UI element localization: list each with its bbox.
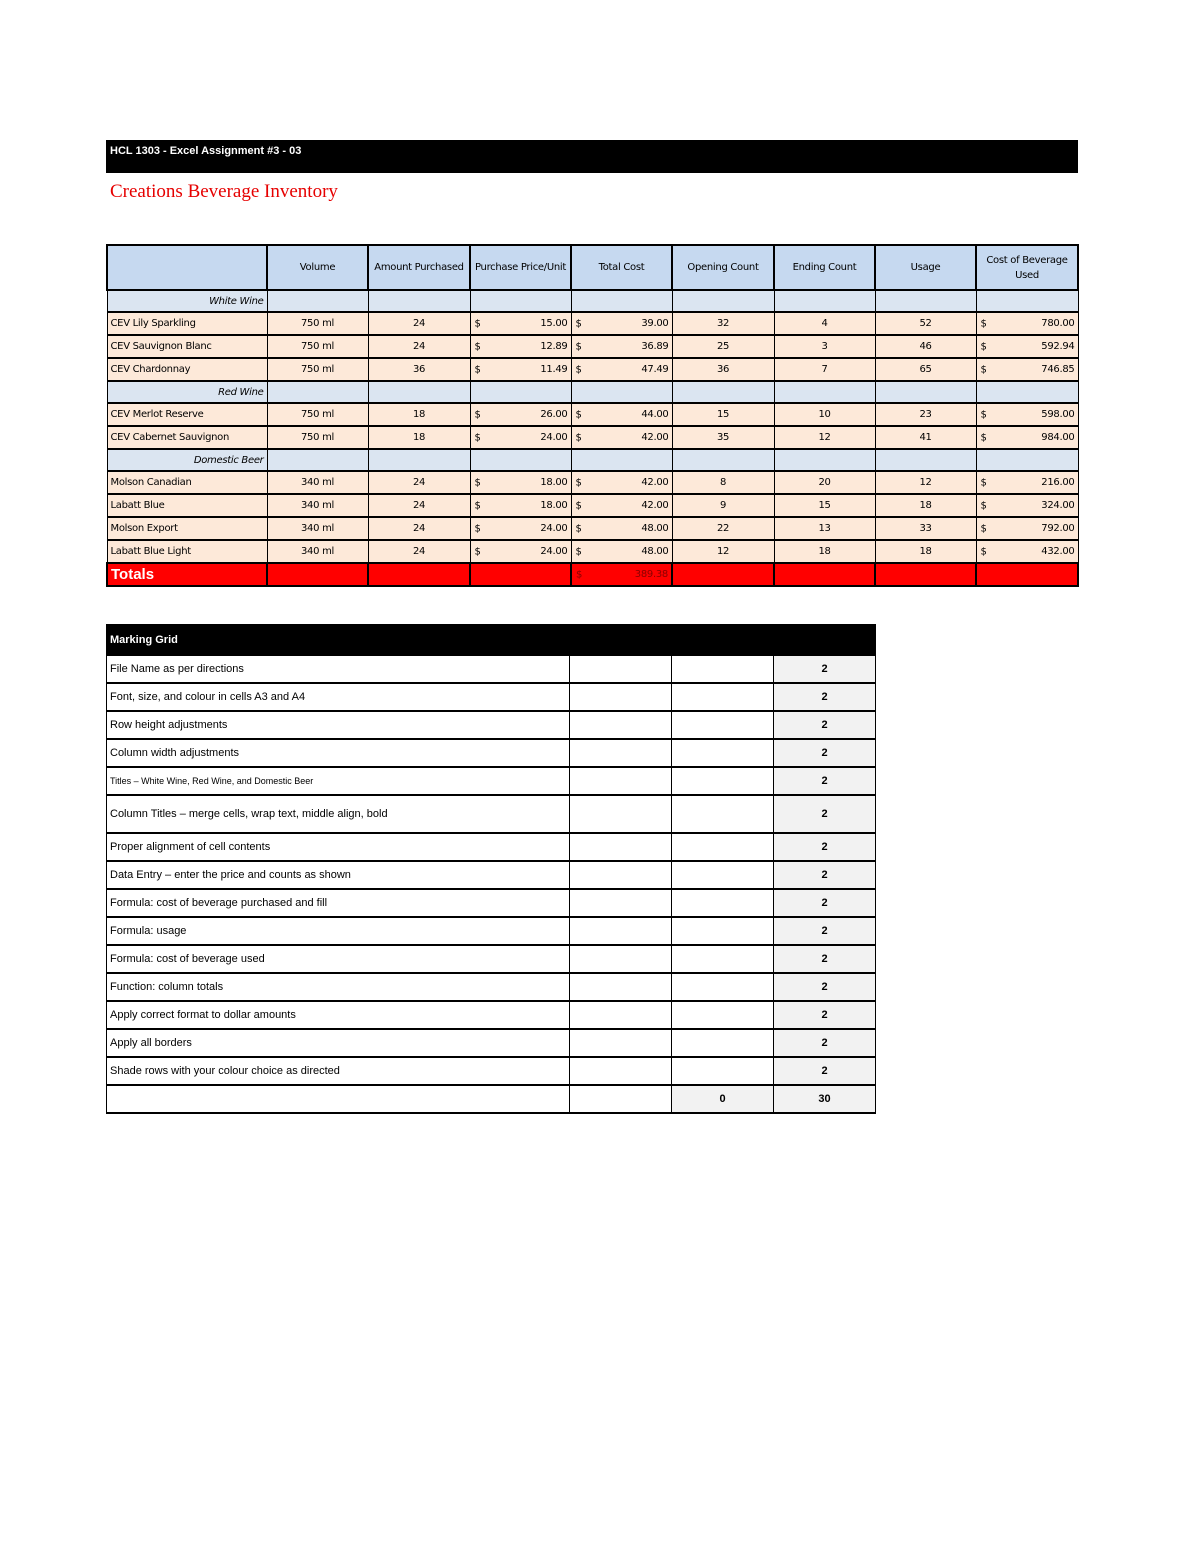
inventory-row — [107, 426, 1078, 449]
currency-symbol: $ — [980, 341, 987, 352]
item-purchase-price-value: 18.00 — [540, 500, 568, 511]
currency-symbol: $ — [474, 318, 481, 329]
marking-criterion-row — [107, 973, 876, 1001]
item-ending-count: 12 — [774, 426, 875, 449]
criterion-points: 2 — [774, 683, 876, 711]
item-cost-used-value: 984.00 — [1041, 432, 1075, 443]
item-amount-purchased: 24 — [368, 494, 470, 517]
category-title: Red Wine — [107, 381, 267, 403]
criterion-points: 2 — [774, 795, 876, 833]
marking-criterion-row — [107, 655, 876, 683]
item-name: Labatt Blue — [107, 494, 267, 517]
marking-criterion-row — [107, 917, 876, 945]
criterion-blank-cell — [570, 861, 672, 889]
item-ending-count: 4 — [774, 312, 875, 335]
criterion-blank-cell — [672, 683, 774, 711]
item-opening-count: 15 — [672, 403, 774, 426]
category-row — [107, 381, 1078, 403]
item-cost-used — [976, 426, 1078, 449]
category-empty-cell — [368, 290, 470, 312]
item-purchase-price — [470, 426, 571, 449]
criterion-points: 2 — [774, 1001, 876, 1029]
criterion-label: Row height adjustments — [107, 711, 570, 739]
document-title: Creations Beverage Inventory — [110, 181, 338, 202]
item-total-cost — [571, 540, 672, 563]
item-total-cost-value: 44.00 — [641, 409, 669, 420]
item-name: CEV Lily Sparkling — [107, 312, 267, 335]
criterion-blank-cell — [672, 833, 774, 861]
marking-criterion-row — [107, 1029, 876, 1057]
item-total-cost-value: 42.00 — [641, 500, 669, 511]
item-total-cost — [571, 517, 672, 540]
criterion-label: Proper alignment of cell contents — [107, 833, 570, 861]
criterion-blank-cell — [570, 917, 672, 945]
totals-empty-cell — [976, 563, 1078, 586]
currency-symbol: $ — [576, 569, 583, 580]
item-usage: 18 — [875, 540, 976, 563]
item-purchase-price — [470, 540, 571, 563]
item-ending-count: 18 — [774, 540, 875, 563]
category-empty-cell — [267, 381, 368, 403]
currency-symbol: $ — [575, 500, 582, 511]
marking-grid-header — [107, 625, 876, 656]
item-ending-count: 15 — [774, 494, 875, 517]
criterion-label: Apply correct format to dollar amounts — [107, 1001, 570, 1029]
criterion-points: 2 — [774, 945, 876, 973]
criterion-label: File Name as per directions — [107, 655, 570, 683]
item-opening-count: 8 — [672, 471, 774, 494]
criterion-points: 2 — [774, 889, 876, 917]
item-amount-purchased: 24 — [368, 335, 470, 358]
item-purchase-price — [470, 335, 571, 358]
criterion-blank-cell — [570, 1001, 672, 1029]
inventory-row — [107, 358, 1078, 381]
item-usage: 52 — [875, 312, 976, 335]
totals-empty-cell — [672, 563, 774, 586]
currency-symbol: $ — [575, 523, 582, 534]
item-cost-used-value: 324.00 — [1041, 500, 1075, 511]
currency-symbol: $ — [474, 523, 481, 534]
item-cost-used-value: 592.94 — [1041, 341, 1075, 352]
currency-symbol: $ — [474, 477, 481, 488]
inventory-row — [107, 335, 1078, 358]
column-header-volume: Volume — [267, 245, 368, 290]
criterion-blank-cell — [570, 767, 672, 795]
inventory-row — [107, 403, 1078, 426]
item-amount-purchased: 24 — [368, 312, 470, 335]
category-empty-cell — [368, 381, 470, 403]
criterion-label: Function: column totals — [107, 973, 570, 1001]
item-opening-count: 12 — [672, 540, 774, 563]
criterion-blank-cell — [570, 739, 672, 767]
item-total-cost-value: 42.00 — [641, 432, 669, 443]
item-opening-count: 35 — [672, 426, 774, 449]
criterion-label: Data Entry – enter the price and counts as shown — [107, 861, 570, 889]
criterion-label: Column width adjustments — [107, 739, 570, 767]
item-usage: 46 — [875, 335, 976, 358]
item-ending-count: 13 — [774, 517, 875, 540]
item-purchase-price-value: 24.00 — [540, 546, 568, 557]
category-empty-cell — [267, 449, 368, 471]
totals-empty-cell — [368, 563, 470, 586]
criterion-points: 2 — [774, 973, 876, 1001]
criterion-blank-cell — [672, 861, 774, 889]
item-total-cost — [571, 494, 672, 517]
item-name: CEV Chardonnay — [107, 358, 267, 381]
criterion-label: Formula: cost of beverage purchased and fill — [107, 889, 570, 917]
criterion-blank-cell — [672, 739, 774, 767]
criterion-blank-cell — [570, 945, 672, 973]
currency-symbol: $ — [575, 546, 582, 557]
item-volume: 750 ml — [267, 358, 368, 381]
item-cost-used-value: 598.00 — [1041, 409, 1075, 420]
item-volume: 750 ml — [267, 403, 368, 426]
criterion-points: 2 — [774, 917, 876, 945]
item-name: Molson Canadian — [107, 471, 267, 494]
column-header-cost-of-beverage-used: Cost of Beverage Used — [976, 245, 1078, 290]
category-row — [107, 290, 1078, 312]
item-purchase-price — [470, 494, 571, 517]
assignment-header-bar — [106, 140, 1078, 173]
criterion-label: Shade rows with your colour choice as directed — [107, 1057, 570, 1085]
item-usage: 41 — [875, 426, 976, 449]
marking-grid-table — [106, 624, 876, 1114]
item-total-cost — [571, 312, 672, 335]
item-opening-count: 36 — [672, 358, 774, 381]
item-total-cost-value: 42.00 — [641, 477, 669, 488]
currency-symbol: $ — [474, 546, 481, 557]
criterion-blank-cell — [570, 833, 672, 861]
criterion-blank-cell — [672, 711, 774, 739]
item-total-cost-value: 47.49 — [641, 364, 669, 375]
criterion-blank-cell — [570, 1029, 672, 1057]
item-volume: 340 ml — [267, 494, 368, 517]
item-cost-used — [976, 517, 1078, 540]
currency-symbol: $ — [474, 409, 481, 420]
category-empty-cell — [672, 381, 774, 403]
totals-empty-cell — [875, 563, 976, 586]
item-total-cost-value: 48.00 — [641, 523, 669, 534]
item-amount-purchased: 24 — [368, 540, 470, 563]
item-cost-used-value: 746.85 — [1041, 364, 1075, 375]
item-purchase-price — [470, 358, 571, 381]
currency-symbol: $ — [474, 364, 481, 375]
item-amount-purchased: 24 — [368, 517, 470, 540]
item-amount-purchased: 36 — [368, 358, 470, 381]
category-empty-cell — [470, 290, 571, 312]
item-ending-count: 3 — [774, 335, 875, 358]
item-usage: 12 — [875, 471, 976, 494]
item-purchase-price-value: 24.00 — [540, 523, 568, 534]
inventory-row — [107, 540, 1078, 563]
currency-symbol: $ — [575, 364, 582, 375]
category-empty-cell — [875, 449, 976, 471]
criterion-blank-cell — [570, 711, 672, 739]
criterion-label: Apply all borders — [107, 1029, 570, 1057]
marking-criterion-row — [107, 945, 876, 973]
item-opening-count: 32 — [672, 312, 774, 335]
category-empty-cell — [571, 449, 672, 471]
criterion-blank-cell — [672, 795, 774, 833]
item-usage: 18 — [875, 494, 976, 517]
totals-total-cost-value: 389.38 — [634, 569, 668, 580]
criterion-blank-cell — [570, 655, 672, 683]
criterion-blank-cell — [672, 889, 774, 917]
criterion-points: 2 — [774, 739, 876, 767]
category-empty-cell — [976, 290, 1078, 312]
inventory-row — [107, 471, 1078, 494]
item-cost-used — [976, 494, 1078, 517]
column-header-ending-count: Ending Count — [774, 245, 875, 290]
item-total-cost-value: 39.00 — [641, 318, 669, 329]
marking-total-blank — [107, 1085, 570, 1113]
item-cost-used — [976, 358, 1078, 381]
inventory-row — [107, 312, 1078, 335]
currency-symbol: $ — [474, 432, 481, 443]
marking-criterion-row — [107, 795, 876, 833]
totals-empty-cell — [470, 563, 571, 586]
item-purchase-price-value: 11.49 — [540, 364, 568, 375]
marking-criterion-row — [107, 889, 876, 917]
item-cost-used-value: 780.00 — [1041, 318, 1075, 329]
item-cost-used-value: 432.00 — [1041, 546, 1075, 557]
item-cost-used — [976, 312, 1078, 335]
item-total-cost — [571, 403, 672, 426]
category-empty-cell — [774, 449, 875, 471]
item-total-cost — [571, 335, 672, 358]
header-blank-cell — [107, 245, 267, 290]
criterion-label: Titles – White Wine, Red Wine, and Domestic Beer — [107, 767, 570, 795]
currency-symbol: $ — [575, 409, 582, 420]
marking-grid-title: Marking Grid — [107, 625, 876, 656]
item-purchase-price-value: 15.00 — [540, 318, 568, 329]
currency-symbol: $ — [980, 500, 987, 511]
category-empty-cell — [875, 381, 976, 403]
category-empty-cell — [672, 290, 774, 312]
item-name: CEV Sauvignon Blanc — [107, 335, 267, 358]
totals-total-cost — [571, 563, 672, 586]
criterion-points: 2 — [774, 1057, 876, 1085]
marking-criterion-row — [107, 861, 876, 889]
item-purchase-price-value: 24.00 — [540, 432, 568, 443]
category-row — [107, 449, 1078, 471]
item-purchase-price — [470, 517, 571, 540]
currency-symbol: $ — [575, 341, 582, 352]
item-amount-purchased: 24 — [368, 471, 470, 494]
item-cost-used — [976, 471, 1078, 494]
item-volume: 340 ml — [267, 517, 368, 540]
inventory-table — [106, 244, 1079, 587]
item-cost-used — [976, 335, 1078, 358]
currency-symbol: $ — [980, 364, 987, 375]
criterion-blank-cell — [672, 1029, 774, 1057]
criterion-points: 2 — [774, 655, 876, 683]
category-empty-cell — [976, 449, 1078, 471]
marking-total-blank — [570, 1085, 672, 1113]
item-cost-used — [976, 540, 1078, 563]
category-title: Domestic Beer — [107, 449, 267, 471]
marking-criterion-row — [107, 1001, 876, 1029]
criterion-blank-cell — [570, 889, 672, 917]
item-name: Molson Export — [107, 517, 267, 540]
totals-label: Totals — [107, 563, 267, 586]
marking-criterion-row — [107, 1057, 876, 1085]
currency-symbol: $ — [980, 409, 987, 420]
item-total-cost — [571, 358, 672, 381]
item-total-cost — [571, 471, 672, 494]
marking-criterion-row — [107, 683, 876, 711]
totals-empty-cell — [774, 563, 875, 586]
item-cost-used-value: 792.00 — [1041, 523, 1075, 534]
marking-criterion-row — [107, 767, 876, 795]
criterion-blank-cell — [672, 945, 774, 973]
criterion-points: 2 — [774, 833, 876, 861]
marking-total-row — [107, 1085, 876, 1113]
item-purchase-price-value: 12.89 — [540, 341, 568, 352]
column-header-usage: Usage — [875, 245, 976, 290]
category-empty-cell — [470, 381, 571, 403]
item-volume: 750 ml — [267, 426, 368, 449]
totals-row — [107, 563, 1078, 586]
item-total-cost-value: 36.89 — [641, 341, 669, 352]
item-total-cost-value: 48.00 — [641, 546, 669, 557]
currency-symbol: $ — [980, 523, 987, 534]
criterion-blank-cell — [672, 917, 774, 945]
criterion-blank-cell — [570, 973, 672, 1001]
column-header-purchase-price: Purchase Price/Unit — [470, 245, 571, 290]
category-empty-cell — [774, 381, 875, 403]
marking-total-possible: 30 — [774, 1085, 876, 1113]
category-empty-cell — [267, 290, 368, 312]
category-title: White Wine — [107, 290, 267, 312]
item-volume: 340 ml — [267, 540, 368, 563]
criterion-points: 2 — [774, 767, 876, 795]
inventory-row — [107, 517, 1078, 540]
item-ending-count: 10 — [774, 403, 875, 426]
currency-symbol: $ — [575, 432, 582, 443]
item-ending-count: 20 — [774, 471, 875, 494]
item-total-cost — [571, 426, 672, 449]
currency-symbol: $ — [980, 318, 987, 329]
criterion-blank-cell — [672, 655, 774, 683]
item-name: CEV Merlot Reserve — [107, 403, 267, 426]
item-usage: 65 — [875, 358, 976, 381]
criterion-blank-cell — [672, 973, 774, 1001]
criterion-points: 2 — [774, 1029, 876, 1057]
item-purchase-price — [470, 471, 571, 494]
item-name: Labatt Blue Light — [107, 540, 267, 563]
category-empty-cell — [571, 381, 672, 403]
item-volume: 750 ml — [267, 335, 368, 358]
item-opening-count: 25 — [672, 335, 774, 358]
currency-symbol: $ — [474, 500, 481, 511]
column-header-total-cost: Total Cost — [571, 245, 672, 290]
criterion-blank-cell — [570, 683, 672, 711]
criterion-blank-cell — [672, 1001, 774, 1029]
marking-total-earned: 0 — [672, 1085, 774, 1113]
category-empty-cell — [368, 449, 470, 471]
category-empty-cell — [470, 449, 571, 471]
item-purchase-price-value: 18.00 — [540, 477, 568, 488]
criterion-label: Column Titles – merge cells, wrap text, middle align, bold — [107, 795, 570, 833]
criterion-points: 2 — [774, 711, 876, 739]
category-empty-cell — [774, 290, 875, 312]
item-purchase-price-value: 26.00 — [540, 409, 568, 420]
item-cost-used — [976, 403, 1078, 426]
item-ending-count: 7 — [774, 358, 875, 381]
category-empty-cell — [672, 449, 774, 471]
currency-symbol: $ — [575, 477, 582, 488]
item-opening-count: 9 — [672, 494, 774, 517]
criterion-blank-cell — [570, 1057, 672, 1085]
category-empty-cell — [875, 290, 976, 312]
currency-symbol: $ — [980, 546, 987, 557]
currency-symbol: $ — [474, 341, 481, 352]
currency-symbol: $ — [980, 477, 987, 488]
item-usage: 33 — [875, 517, 976, 540]
criterion-label: Formula: usage — [107, 917, 570, 945]
currency-symbol: $ — [980, 432, 987, 443]
marking-criterion-row — [107, 739, 876, 767]
inventory-row — [107, 494, 1078, 517]
column-header-opening-count: Opening Count — [672, 245, 774, 290]
totals-empty-cell — [267, 563, 368, 586]
criterion-blank-cell — [570, 795, 672, 833]
assignment-header-title: HCL 1303 - Excel Assignment #3 - 03 — [110, 145, 302, 157]
item-name: CEV Cabernet Sauvignon — [107, 426, 267, 449]
item-usage: 23 — [875, 403, 976, 426]
column-header-amount-purchased: Amount Purchased — [368, 245, 470, 290]
item-purchase-price — [470, 312, 571, 335]
category-empty-cell — [976, 381, 1078, 403]
criterion-label: Formula: cost of beverage used — [107, 945, 570, 973]
item-purchase-price — [470, 403, 571, 426]
item-opening-count: 22 — [672, 517, 774, 540]
currency-symbol: $ — [575, 318, 582, 329]
marking-criterion-row — [107, 711, 876, 739]
marking-criterion-row — [107, 833, 876, 861]
item-amount-purchased: 18 — [368, 426, 470, 449]
item-amount-purchased: 18 — [368, 403, 470, 426]
inventory-header-row — [107, 245, 1078, 290]
criterion-points: 2 — [774, 861, 876, 889]
criterion-blank-cell — [672, 1057, 774, 1085]
item-volume: 340 ml — [267, 471, 368, 494]
category-empty-cell — [571, 290, 672, 312]
item-volume: 750 ml — [267, 312, 368, 335]
criterion-blank-cell — [672, 767, 774, 795]
criterion-label: Font, size, and colour in cells A3 and A4 — [107, 683, 570, 711]
item-cost-used-value: 216.00 — [1041, 477, 1075, 488]
